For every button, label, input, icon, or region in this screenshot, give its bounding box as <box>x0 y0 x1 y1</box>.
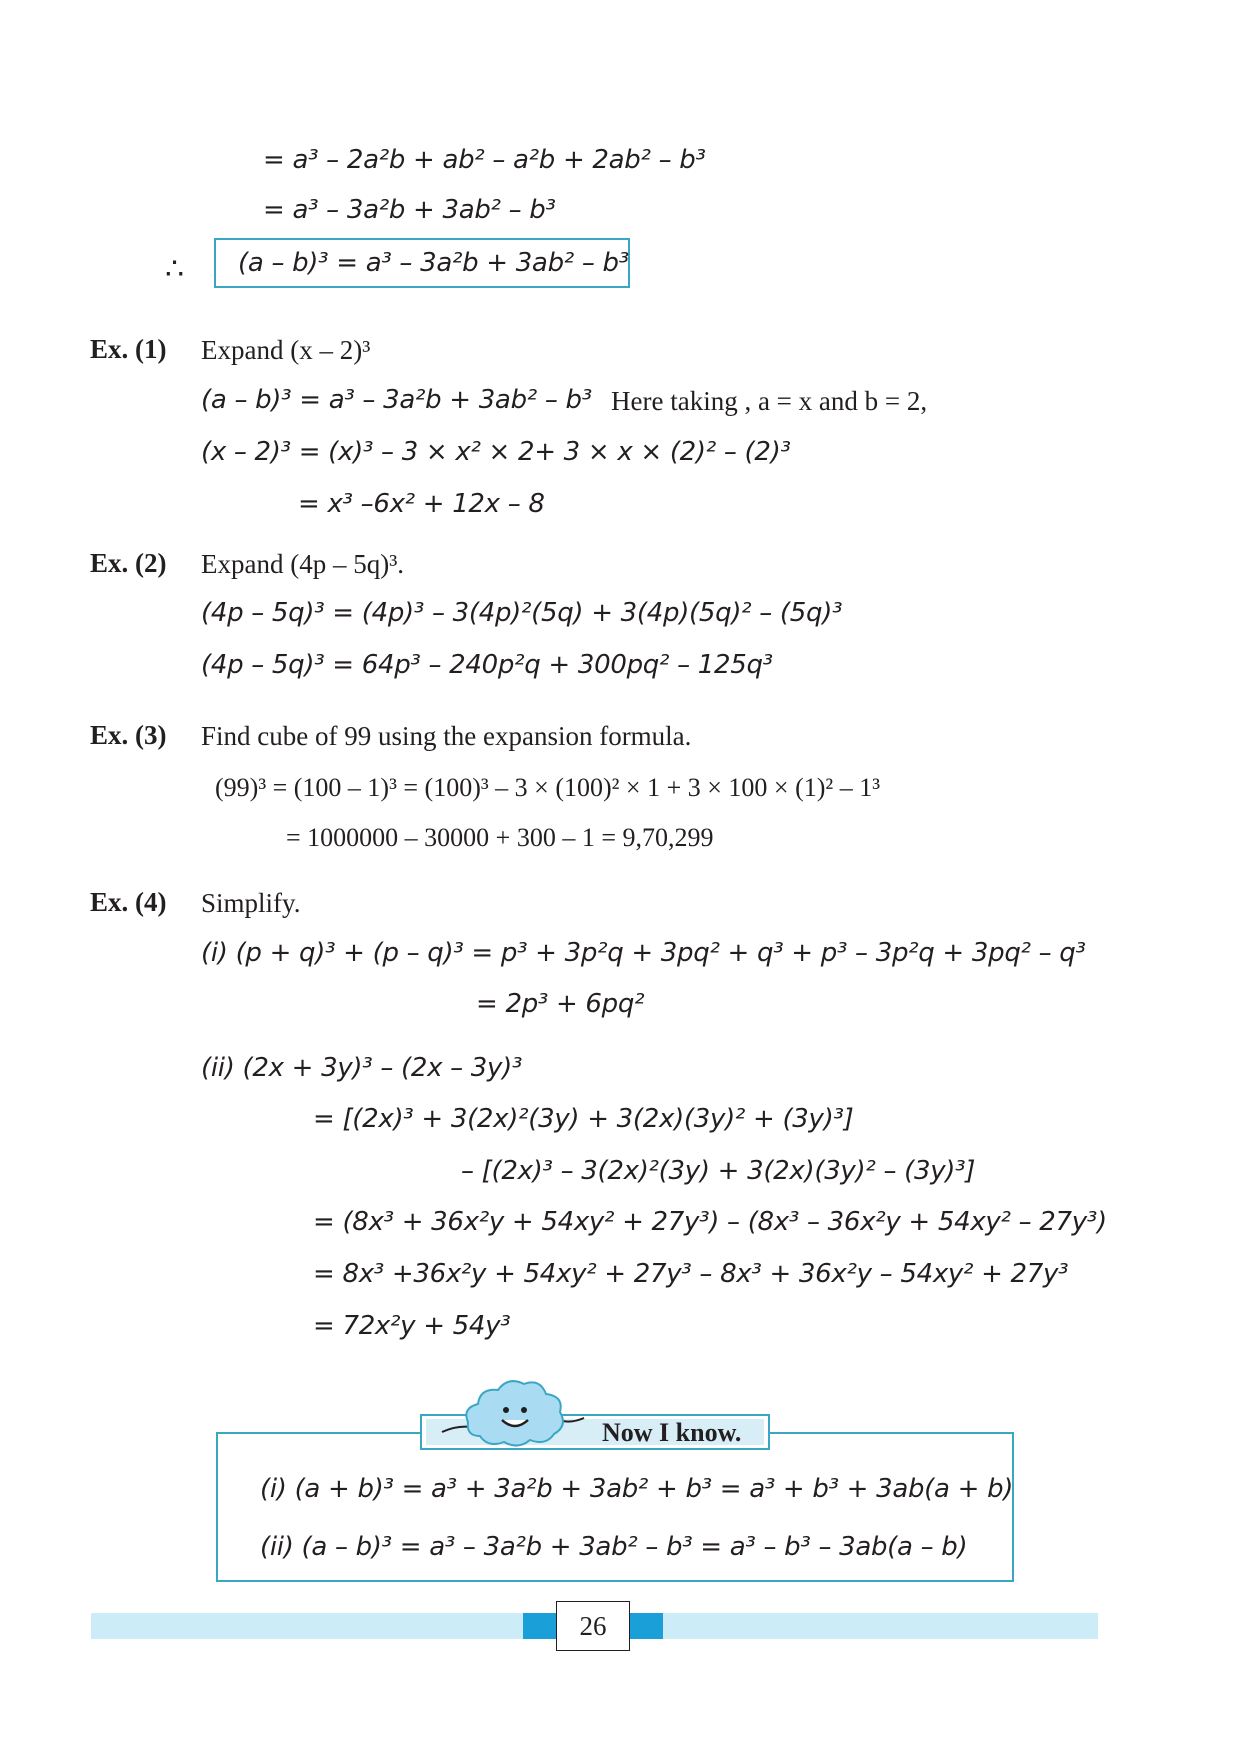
example-4-line-2: = 2p³ + 6pq² <box>476 989 645 1019</box>
now-i-know-item-2: (ii) (a – b)³ = a³ – 3a²b + 3ab² – b³ = a³ – b³ – 3ab(a – b) <box>260 1532 968 1562</box>
example-1-note: Here taking , a = x and b = 2, <box>611 386 928 416</box>
example-4-line-5: – [(2x)³ – 3(2x)²(3y) + 3(2x)(3y)² – (3y)³] <box>461 1156 976 1186</box>
example-3-prompt: Find cube of 99 using the expansion formula. <box>201 721 692 751</box>
example-2-label: Ex. (2) <box>90 548 167 578</box>
example-1-prompt: Expand (x – 2)³ <box>201 335 371 365</box>
example-4-line-3: (ii) (2x + 3y)³ – (2x – 3y)³ <box>201 1053 523 1083</box>
example-1-line-2: (x – 2)³ = (x)³ – 3 × x² × 2+ 3 × x × (2)² – (2)³ <box>201 437 791 467</box>
example-1-label: Ex. (1) <box>90 334 167 364</box>
example-4-line-7: = 8x³ +36x²y + 54xy² + 27y³ – 8x³ + 36x²y – 54xy² + 27y³ <box>313 1259 1069 1289</box>
example-4-line-4: = [(2x)³ + 3(2x)²(3y) + 3(2x)(3y)² + (3y)³] <box>313 1104 854 1134</box>
example-4-line-1: (i) (p + q)³ + (p – q)³ = p³ + 3p²q + 3pq² + q³ + p³ – 3p²q + 3pq² – q³ <box>201 938 1086 968</box>
therefore-symbol: ∴ <box>165 253 185 286</box>
example-2-line-1: (4p – 5q)³ = (4p)³ – 3(4p)²(5q) + 3(4p)(5q)² – (5q)³ <box>201 598 843 628</box>
example-3-line-1: (99)³ = (100 – 1)³ = (100)³ – 3 × (100)² × 1 + 3 × 100 × (1)² – 1³ <box>215 773 880 802</box>
derivation-line-2: = a³ – 3a²b + 3ab² – b³ <box>263 195 556 225</box>
now-i-know-item-1: (i) (a + b)³ = a³ + 3a²b + 3ab² + b³ = a³ + b³ + 3ab(a + b) <box>260 1474 1014 1504</box>
boxed-formula: (a – b)³ = a³ – 3a²b + 3ab² – b³ <box>238 248 629 278</box>
page-number: 26 <box>556 1601 630 1651</box>
example-2-line-2: (4p – 5q)³ = 64p³ – 240p²q + 300pq² – 125q³ <box>201 650 773 680</box>
example-2-prompt: Expand (4p – 5q)³. <box>201 549 405 579</box>
example-1-line-3: = x³ –6x² + 12x – 8 <box>298 489 545 519</box>
example-4-line-8: = 72x²y + 54y³ <box>313 1311 511 1341</box>
example-4-prompt: Simplify. <box>201 888 301 918</box>
now-i-know-title: Now I know. <box>602 1418 742 1447</box>
example-4-label: Ex. (4) <box>90 887 167 917</box>
example-4-line-6: = (8x³ + 36x²y + 54xy² + 27y³) – (8x³ – 36x²y + 54xy² – 27y³) <box>313 1207 1107 1237</box>
example-3-line-2: = 1000000 – 30000 + 300 – 1 = 9,70,299 <box>286 823 714 852</box>
example-3-label: Ex. (3) <box>90 720 167 750</box>
cloud-mascot-icon <box>440 1374 590 1454</box>
derivation-line-1: = a³ – 2a²b + ab² – a²b + 2ab² – b³ <box>263 145 706 175</box>
example-1-line-1: (a – b)³ = a³ – 3a²b + 3ab² – b³ <box>201 385 592 415</box>
